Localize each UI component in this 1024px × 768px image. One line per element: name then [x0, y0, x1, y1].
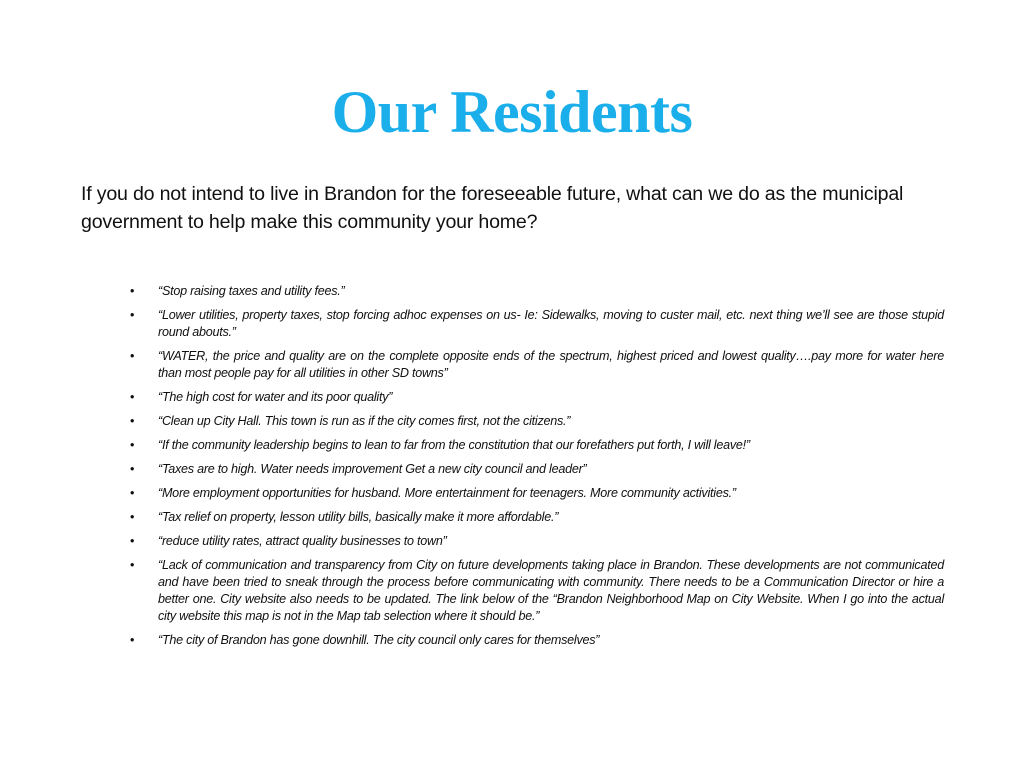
response-item [130, 307, 944, 341]
response-item [130, 283, 944, 300]
bullet-icon: • [130, 284, 135, 298]
bullet-icon: • [130, 486, 135, 500]
slide-title: Our Residents [331, 79, 693, 145]
response-text: “The high cost for water and its poor quality” [158, 390, 393, 404]
response-item [130, 437, 944, 454]
response-list [130, 283, 944, 656]
response-item [130, 509, 944, 526]
response-text: “Stop raising taxes and utility fees.” [158, 284, 345, 298]
bullet-icon: • [130, 510, 135, 524]
bullet-icon: • [130, 558, 135, 572]
response-text: “reduce utility rates, attract quality businesses to town” [158, 534, 447, 548]
response-text: “If the community leadership begins to lean to far from the constitution that our forefathers put forth, I will leave!” [158, 438, 750, 452]
response-item [130, 632, 944, 649]
response-item [130, 348, 944, 382]
bullet-icon: • [130, 414, 135, 428]
response-text: “Lack of communication and transparency from City on future developments taking place in Brandon. These developments are not communicated and have been tried to sneak through the process before communicating with community. There needs to be a Communication Director or hire a better one. City website also needs to be updated. The link below of the “Brandon Neighborhood Map on City Website. When I go into the actual city website this map is not in the Map tab selection where it should be.” [158, 558, 944, 623]
bullet-icon: • [130, 308, 135, 322]
response-text: “More employment opportunities for husband. More entertainment for teenagers. More community activities.” [158, 486, 736, 500]
bullet-icon: • [130, 633, 135, 647]
response-text: “Clean up City Hall. This town is run as if the city comes first, not the citizens.” [158, 414, 571, 428]
response-text: “Lower utilities, property taxes, stop forcing adhoc expenses on us- Ie: Sidewalks, moving to custer mail, etc. next thing we’ll see are those stupid round abouts.” [158, 308, 944, 339]
response-item [130, 389, 944, 406]
response-text: “The city of Brandon has gone downhill. The city council only cares for themselves” [158, 633, 600, 647]
response-item [130, 413, 944, 430]
bullet-icon: • [130, 462, 135, 476]
bullet-icon: • [130, 390, 135, 404]
response-text: “WATER, the price and quality are on the complete opposite ends of the spectrum, highest priced and lowest quality….pay more for water here than most people pay for all utilities in other SD towns” [158, 349, 944, 380]
response-item [130, 461, 944, 478]
bullet-icon: • [130, 349, 135, 363]
response-item [130, 485, 944, 502]
response-text: “Tax relief on property, lesson utility bills, basically make it more affordable.” [158, 510, 559, 524]
bullet-icon: • [130, 438, 135, 452]
survey-question: If you do not intend to live in Brandon for the foreseeable future, what can we do as the municipal government to help make this community your home? [81, 183, 904, 233]
response-text: “Taxes are to high. Water needs improvement Get a new city council and leader” [158, 462, 587, 476]
response-item [130, 533, 944, 550]
bullet-icon: • [130, 534, 135, 548]
response-item [130, 557, 944, 625]
